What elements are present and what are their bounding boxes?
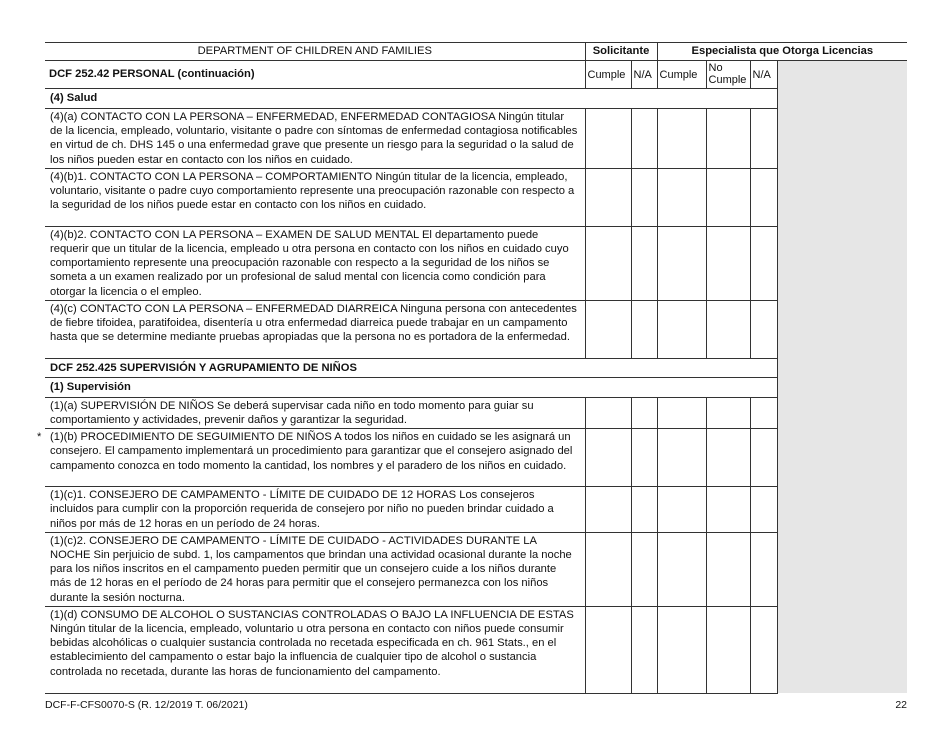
checkbox-cell[interactable] — [706, 532, 750, 606]
checkbox-cell[interactable] — [706, 300, 750, 358]
row-text-1c1: (1)(c)1. CONSEJERO DE CAMPAMENTO - LÍMITE DE CUIDADO DE 12 HORAS Los consejeros incluidos para cumplir con la proporción requerida de consejero por niño no pueden brindar cuidado a niños por más de 12 horas en un período de 24 horas. — [45, 487, 585, 533]
checkbox-cell[interactable] — [706, 168, 750, 226]
checkbox-cell[interactable] — [750, 532, 777, 606]
checkbox-cell[interactable] — [585, 397, 631, 428]
checkbox-cell[interactable] — [631, 532, 657, 606]
row-text-1d: (1)(d) CONSUMO DE ALCOHOL O SUSTANCIAS CONTROLADAS O BAJO LA INFLUENCIA DE ESTAS Ningún titular de la licencia, empleado, voluntario u otra persona en contacto con niños puede consumir bebidas alcohólicas o cualquier sustancia controlada no recetada especificada en ch. 961 Stats., en el establecimiento del campamento o estar bajo la influencia de cualquier tipo de alcohol o sustancia controlada no recetada, durante las horas de funcionamiento del campamento. — [45, 606, 585, 693]
shaded-margin — [777, 61, 907, 694]
checkbox-cell[interactable] — [706, 226, 750, 300]
checkbox-cell[interactable] — [657, 606, 706, 693]
row-text-1b: (1)(b) PROCEDIMIENTO DE SEGUIMIENTO DE NIÑOS A todos los niños en cuidado se les asignará un consejero. El campamento implementará un procedimiento para garantizar que el consejero asignado del campamento conozca en todo momento la cantidad, los nombres y el paradero de los niños en cuidado. — [50, 431, 573, 472]
checkbox-cell[interactable] — [750, 109, 777, 169]
checkbox-cell[interactable] — [631, 109, 657, 169]
checkbox-cell[interactable] — [657, 300, 706, 358]
asterisk-marker: * — [37, 431, 42, 444]
checkbox-cell[interactable] — [750, 606, 777, 693]
checkbox-cell[interactable] — [631, 168, 657, 226]
col-cumple-solicitante: Cumple — [585, 61, 631, 89]
checkbox-cell[interactable] — [750, 397, 777, 428]
checkbox-cell[interactable] — [706, 606, 750, 693]
form-id: DCF-F-CFS0070-S (R. 12/2019 T. 06/2021) — [45, 699, 248, 711]
checkbox-cell[interactable] — [585, 300, 631, 358]
row-text-4c: (4)(c) CONTACTO CON LA PERSONA – ENFERMEDAD DIARREICA Ninguna persona con antecedentes de fiebre tifoidea, paratifoidea, disentería u otra enfermedad diarreica puede trabajar en un campamento hasta que se determine mediante pruebas apropiadas que la persona no es portadora de la enfermedad. — [45, 300, 585, 358]
row-text-1a: (1)(a) SUPERVISIÓN DE NIÑOS Se deberá supervisar cada niño en todo momento para guiar su comportamiento y actividades, prevenir daños y garantizar la seguridad. — [45, 397, 585, 428]
checkbox-cell[interactable] — [657, 226, 706, 300]
checkbox-cell[interactable] — [657, 429, 706, 487]
checkbox-cell[interactable] — [750, 226, 777, 300]
section-title: DCF 252.42 PERSONAL (continuación) — [45, 61, 585, 89]
checklist-table — [37, 42, 907, 694]
checkbox-cell[interactable] — [706, 429, 750, 487]
checkbox-cell[interactable] — [706, 487, 750, 533]
checkbox-cell[interactable] — [631, 487, 657, 533]
checkbox-cell[interactable] — [585, 487, 631, 533]
especialista-header: Especialista que Otorga Licencias — [657, 43, 907, 61]
checkbox-cell[interactable] — [657, 397, 706, 428]
department-header: DEPARTMENT OF CHILDREN AND FAMILIES — [45, 43, 585, 61]
subsection-label-salud: (4) Salud — [45, 89, 777, 109]
row-text-1c2: (1)(c)2. CONSEJERO DE CAMPAMENTO - LÍMITE DE CUIDADO - ACTIVIDADES DURANTE LA NOCHE Sin perjuicio de subd. 1, los campamentos que brindan una actividad ocasional durante la noche para los niños inscritos en el campamento pueden permitir que un consejero cuide a los niños durante más de 12 horas en el período de 24 horas para permitir que el consejero permanezca con los niños durante la sesión nocturna. — [45, 532, 585, 606]
checkbox-cell[interactable] — [657, 532, 706, 606]
checkbox-cell[interactable] — [657, 109, 706, 169]
checkbox-cell[interactable] — [706, 109, 750, 169]
checkbox-cell[interactable] — [585, 168, 631, 226]
page-number: 22 — [895, 699, 907, 711]
checkbox-cell[interactable] — [750, 168, 777, 226]
form-page — [37, 42, 907, 694]
checkbox-cell[interactable] — [585, 532, 631, 606]
col-no-cumple: No Cumple — [706, 61, 750, 89]
col-cumple-especialista: Cumple — [657, 61, 706, 89]
checkbox-cell[interactable] — [750, 300, 777, 358]
subsection-label-supervision: (1) Supervisión — [45, 377, 777, 397]
checkbox-cell[interactable] — [585, 109, 631, 169]
col-na-especialista: N/A — [750, 61, 777, 89]
checkbox-cell[interactable] — [631, 606, 657, 693]
checkbox-cell[interactable] — [585, 226, 631, 300]
section2-title: DCF 252.425 SUPERVISIÓN Y AGRUPAMIENTO DE NIÑOS — [45, 358, 777, 377]
checkbox-cell[interactable] — [631, 429, 657, 487]
row-text-1b-cell — [37, 429, 585, 487]
row-text-4b1: (4)(b)1. CONTACTO CON LA PERSONA – COMPORTAMIENTO Ningún titular de la licencia, empleado, voluntario, visitante o padre cuyo comportamiento represente una preocupación razonable con respecto a la seguridad de los niños puede estar en contacto con los niños en cuidado. — [45, 168, 585, 226]
checkbox-cell[interactable] — [657, 487, 706, 533]
solicitante-header: Solicitante — [585, 43, 657, 61]
checkbox-cell[interactable] — [750, 429, 777, 487]
checkbox-cell[interactable] — [631, 397, 657, 428]
row-text-4a: (4)(a) CONTACTO CON LA PERSONA – ENFERMEDAD, ENFERMEDAD CONTAGIOSA Ningún titular de la licencia, empleado, voluntario, visitante o padre con síntomas de enfermedad contagiosa notificables en virtud de ch. DHS 145 o una enfermedad grave que presente un riesgo para la seguridad o la salud de los niños pueden estar en contacto con los niños en cuidado. — [45, 109, 585, 169]
col-na-solicitante: N/A — [631, 61, 657, 89]
checkbox-cell[interactable] — [631, 226, 657, 300]
checkbox-cell[interactable] — [657, 168, 706, 226]
row-text-4b2: (4)(b)2. CONTACTO CON LA PERSONA – EXAMEN DE SALUD MENTAL El departamento puede requerir que un titular de la licencia, empleado u otra persona en contacto con los niños en cuidado cuyo comportamiento represente una preocupación razonable con respecto a la seguridad de los niños se someta a un examen realizado por un profesional de salud mental con licencia como condición para otorgar la licencia o el empleo. — [45, 226, 585, 300]
checkbox-cell[interactable] — [750, 487, 777, 533]
checkbox-cell[interactable] — [585, 429, 631, 487]
checkbox-cell[interactable] — [631, 300, 657, 358]
checkbox-cell[interactable] — [706, 397, 750, 428]
checkbox-cell[interactable] — [585, 606, 631, 693]
